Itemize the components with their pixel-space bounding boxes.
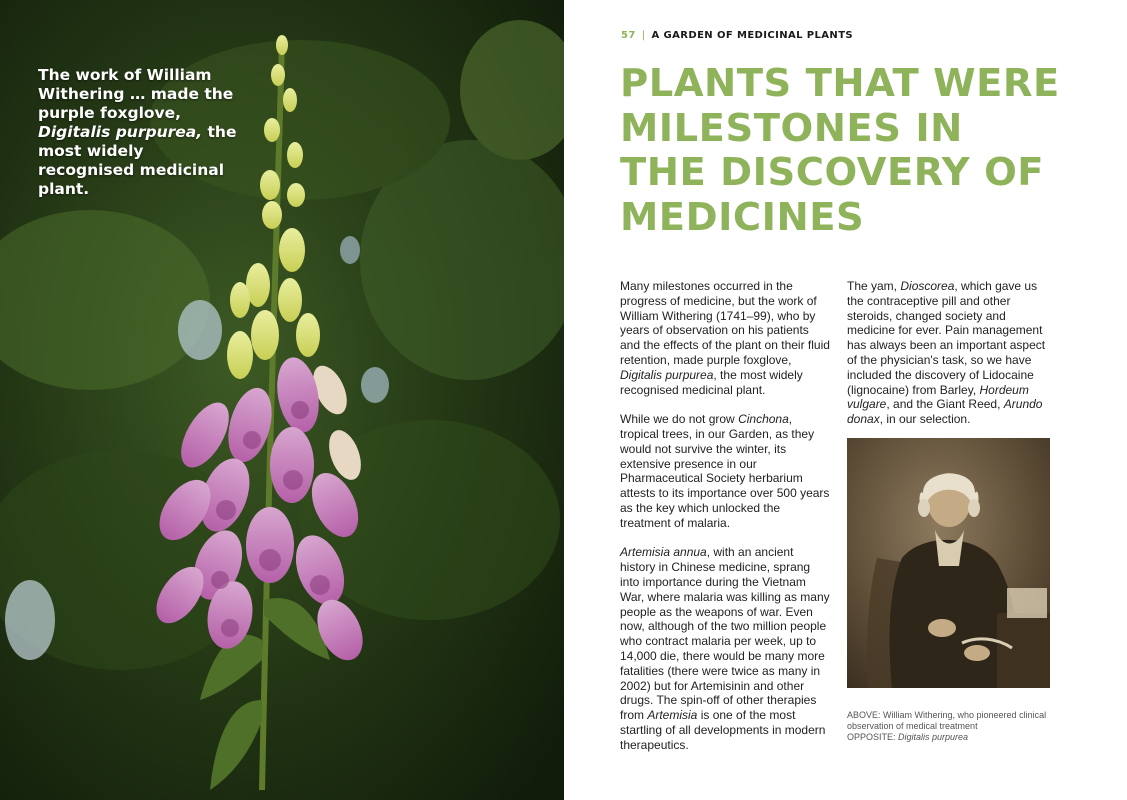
paragraph-text: While we do not grow (620, 412, 739, 427)
paragraph-artemisia (620, 545, 830, 752)
paragraph-text: , which gave us the contraceptive pill and other steroids, changed society and medicine for ever. Pain management has always been an important aspect of the physician's task, so we have included the discovery of Lidocaine (lignocaine) from Barley, (847, 279, 1046, 397)
paragraph-text: , the most widely recognised medicinal plant. (620, 367, 803, 397)
species-italic: Artemisia annua (620, 545, 707, 560)
pull-quote-species-italic: Digitalis purpurea, (38, 123, 203, 141)
page-number: 57 (621, 30, 636, 41)
body-column-2 (847, 279, 1057, 442)
paragraph-text: is one of the most startling of all developments in modern therapeutics. (620, 708, 826, 752)
running-head-divider: | (641, 30, 646, 41)
paragraph-text: , and the Giant Reed, (886, 397, 1004, 412)
caption-opposite-label: OPPOSITE: (847, 732, 899, 742)
caption-above: ABOVE: William Withering, who pioneered clinical observation of medical treatment (847, 710, 1047, 731)
caption-opposite (847, 732, 1057, 743)
pull-quote (38, 66, 238, 199)
pull-quote-text-end: the most widely recognised medicinal plant. (38, 123, 237, 198)
paragraph-dioscorea (847, 279, 1057, 427)
paragraph-cinchona (620, 412, 830, 530)
species-italic: Hordeum vulgare (847, 382, 1029, 412)
withering-portrait (847, 438, 1050, 688)
paragraph-text: , in our selection. (879, 412, 971, 427)
species-italic: Artemisia (647, 708, 698, 723)
running-head (621, 30, 853, 41)
portrait-caption (847, 710, 1057, 743)
species-italic: Arundo donax (847, 397, 1043, 427)
species-italic: Digitalis purpurea (620, 367, 714, 382)
paragraph-text: , tropical trees, in our Garden, as they would not survive the winter, its extensive presence in our Pharmaceutical Society herbarium attests to its importance over 500 years as the key which unlocked the treatment of malaria. (620, 412, 830, 530)
paragraph-text: The yam, (847, 279, 901, 293)
section-title: A GARDEN OF MEDICINAL PLANTS (651, 30, 854, 41)
page-headline: PLANTS THAT WERE MILESTONES IN THE DISCOVERY OF MEDICINES (620, 61, 1060, 240)
species-italic: Cinchona (738, 412, 789, 427)
paragraph-text: Many milestones occurred in the progress of medicine, but the work of William Withering (1741–99), who by years of observation on his patients and the effects of the plant on their fluid retention, made purple foxglove, (620, 279, 830, 367)
caption-species-italic: Digitalis purpurea (898, 732, 969, 742)
pull-quote-text: The work of William Withering … made the purple foxglove, (38, 66, 234, 122)
paragraph-withering (620, 279, 830, 397)
paragraph-text: , with an ancient history in Chinese medicine, sprang into importance during the Vietnam War, where malaria was killing as many people as the weapons of war. Even now, although of the two million people who contract malaria per week, up to 14,000 die, there would be many more fatalities (there were twice as many in 2002) but for Artemisinin and other drugs. The spin-off of other therapies from (620, 545, 830, 723)
species-italic: Dioscorea (900, 279, 955, 293)
body-column-1 (620, 279, 830, 767)
text-page (564, 0, 1127, 800)
portrait-engraving (847, 438, 1050, 688)
